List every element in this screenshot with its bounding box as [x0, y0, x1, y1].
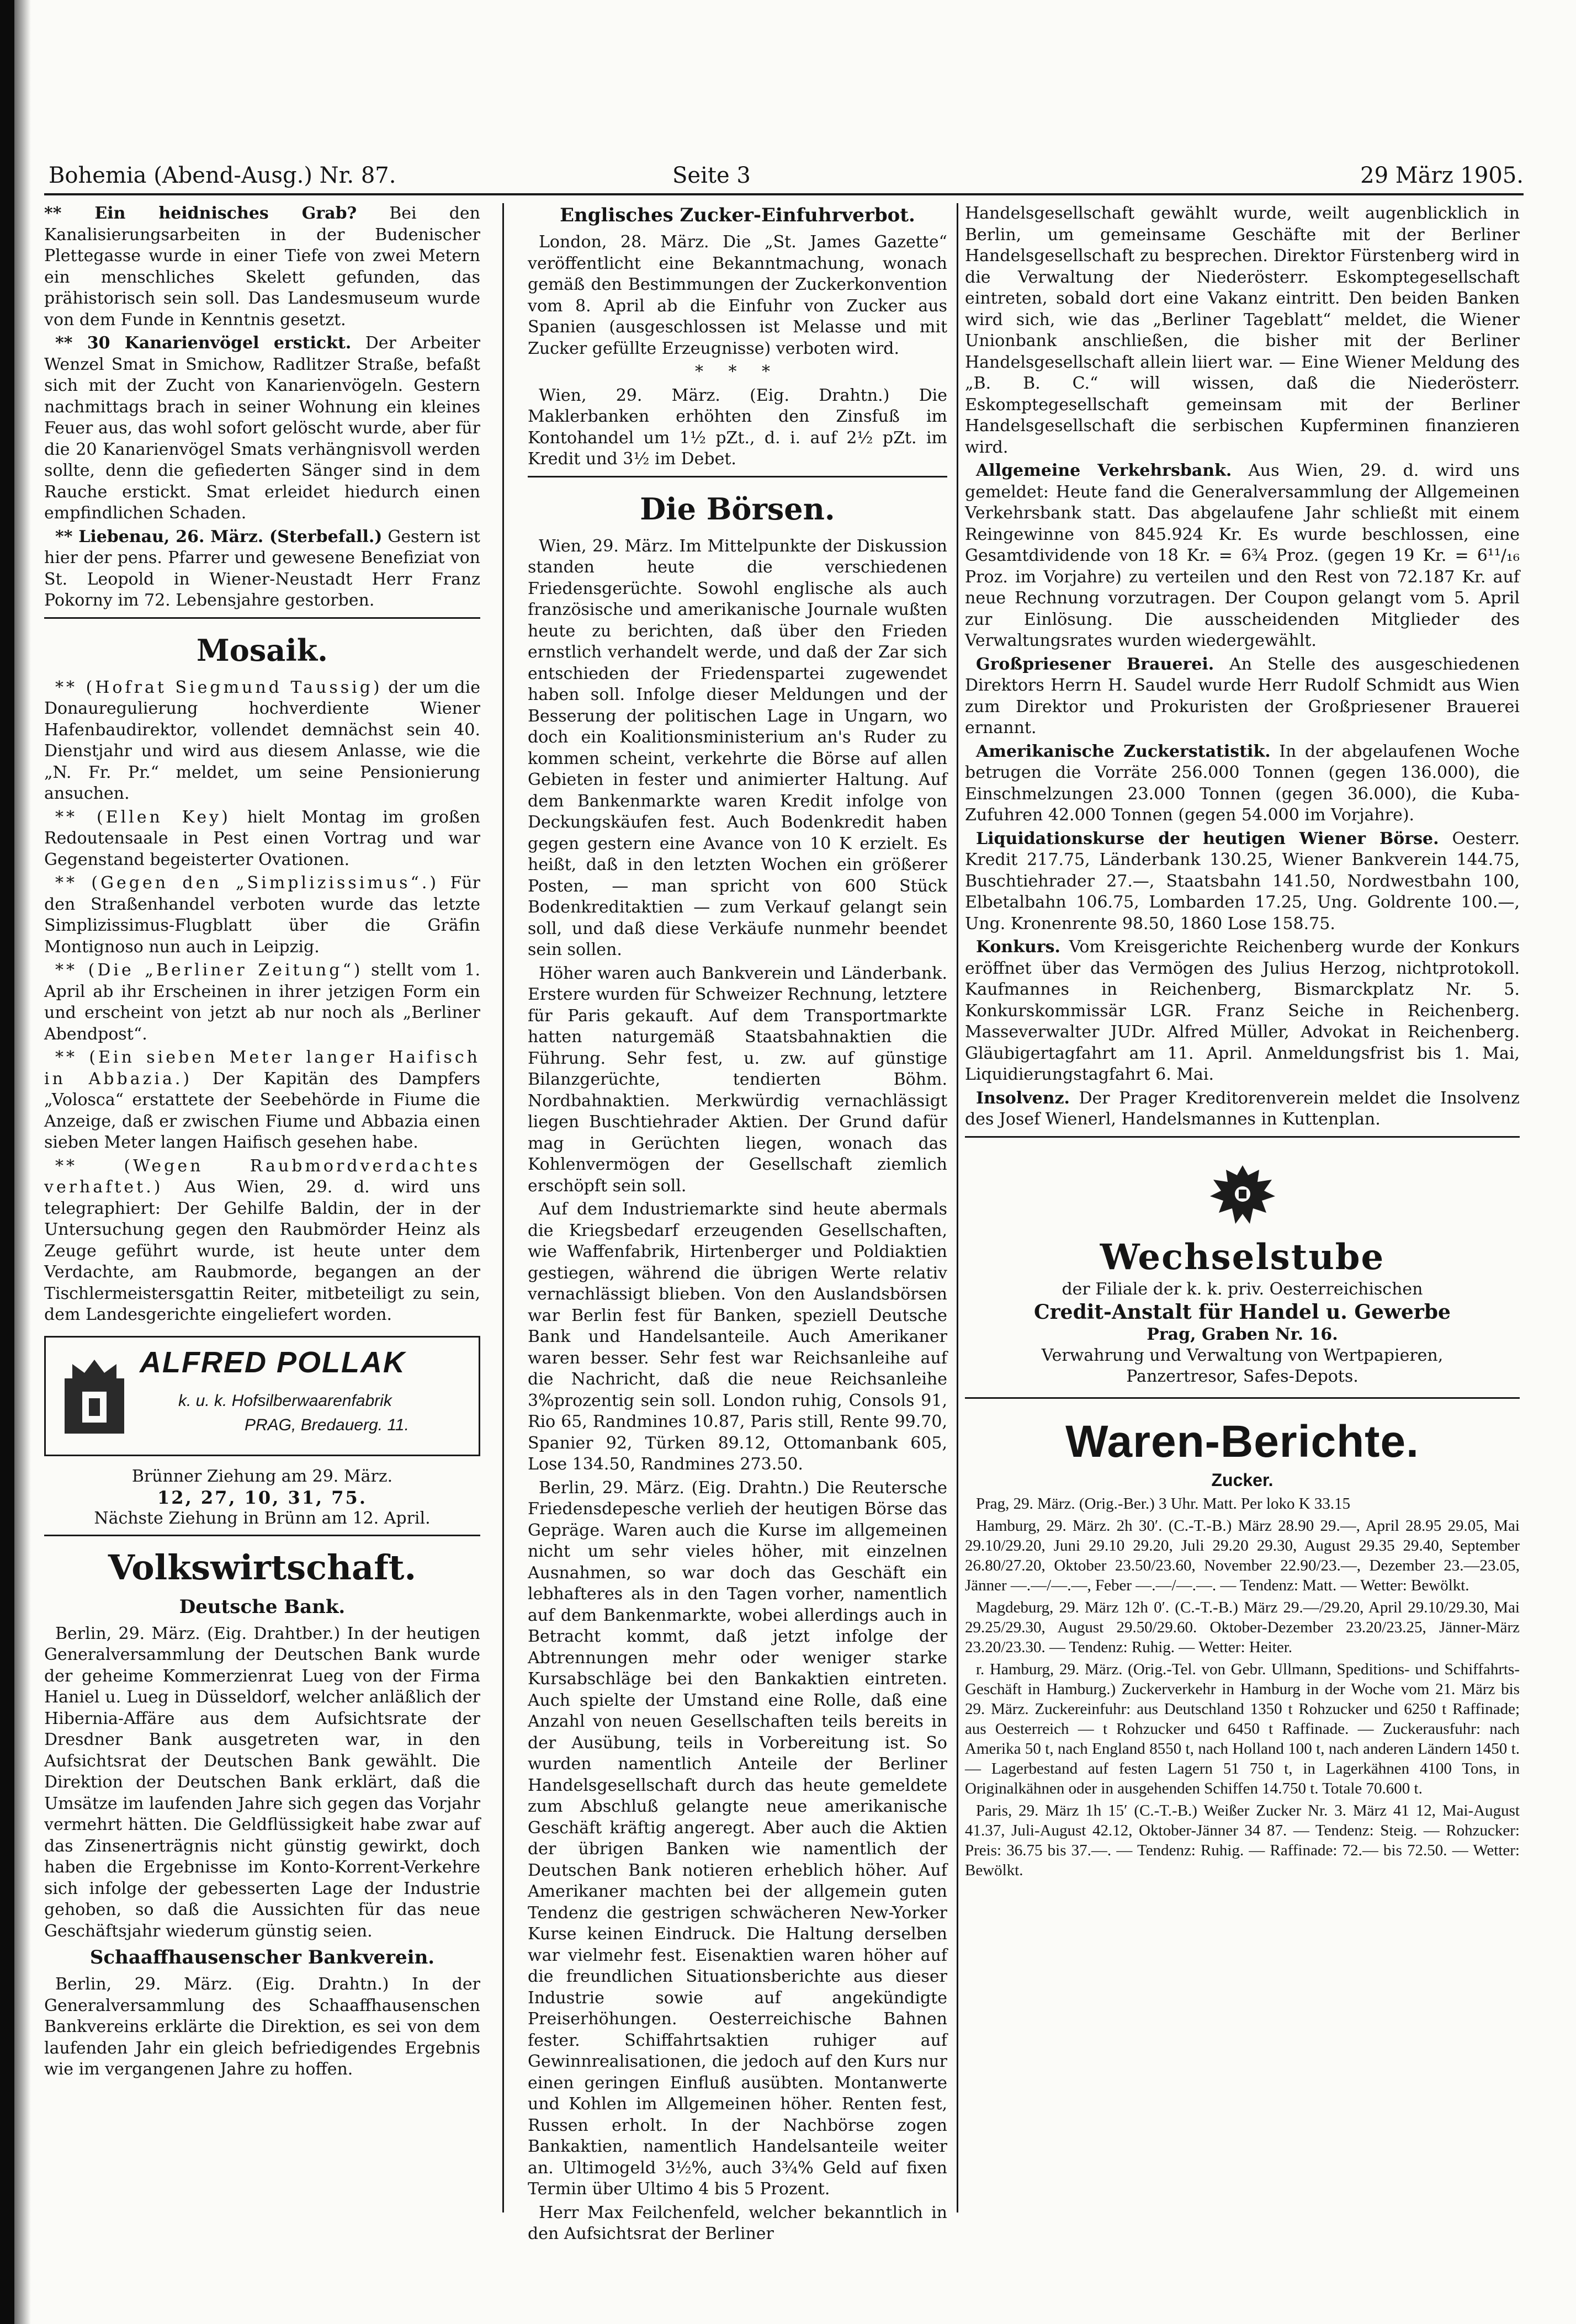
section-divider — [965, 1397, 1520, 1399]
mosaik-kicker: ** (Die „Berliner Zeitung“) — [55, 961, 363, 980]
article-kicker: Insolvenz. — [976, 1088, 1070, 1108]
article-text: Aus Wien, 29. d. wird uns gemeldet: Heute fand die Generalversammlung der Allgemeinen Verkehrsbank statt. Das abgelaufene Jahr schließt mit einem Reingewinne von 845.924 Kr. Es wurde beschlossen, eine Gesamtdividende von 18 Kr. = 6¾ Proz. (gegen 19 Kr. = 6¹¹/₁₆ Proz. im Vorjahre) zu verteilen und den Rest von 72.187 Kr. auf neue Rechnung vorzutragen. Der Coupon gelangt vom 5. April zur Einlösung. Die ausscheidenden Mitglieder des Verwaltungsrates wurden wiedergewählt. — [965, 461, 1520, 650]
article-liquidationskurse — [965, 829, 1520, 935]
page-binding-shadow — [0, 0, 14, 2324]
article-text: Der Prager Kreditorenverein meldet die Insolvenz des Josef Wienerl, Handelsmannes in Kuttenplan. — [965, 1088, 1520, 1129]
running-header — [49, 160, 1524, 191]
article-kicker: Konkurs. — [976, 937, 1060, 957]
page-binding-fade — [14, 0, 31, 2324]
mosaik-item — [44, 807, 480, 871]
mosaik-text: hielt Montag im großen Redoutensaale in Pest einen Vortrag und war Gegenstand begeisterter Ovationen. — [44, 807, 480, 869]
subhead-deutsche-bank: Deutsche Bank. — [179, 1595, 346, 1618]
market-report: Magdeburg, 29. März 12h 0′. (C.-T.-B.) März 29.—/29.20, April 29.10/29.30, Mai 29.25/29.30, August 29.50/29.60. Oktober-Dezember 23.20/23.25, Jänner-März 23.20/23.30. — Tendenz: Ruhig. — Wetter: Heiter. — [965, 1599, 1520, 1656]
article-kicker: Amerikanische Zuckerstatistik. — [976, 741, 1271, 761]
silverware-logo-icon — [60, 1356, 129, 1437]
header-rule — [44, 193, 1524, 195]
ad-company-name: ALFRED POLLAK — [140, 1345, 406, 1379]
article-liebenau — [44, 527, 480, 612]
article-zuckerstatistik — [965, 741, 1520, 826]
ad-wechselstube-line: Panzertresor, Safes-Depots. — [1126, 1366, 1359, 1386]
mosaik-text: der um die Donauregulierung hochverdiente Wiener Hafenbaudirektor, vollendet demnächst sein 40. Dienstjahr und wird aus diesem Anlasse, wie die „N. Fr. Pr.“ meldet, um seine Pensionierung ansuchen. — [44, 677, 480, 803]
mosaik-item — [44, 960, 480, 1045]
mosaik-text: Für den Straßenhandel verboten wurde das letzte Simplizissimus-Flugblatt über die Gräfin Montignoso nun auch in Leipzig. — [44, 873, 480, 957]
market-report: r. Hamburg, 29. März. (Orig.-Tel. von Gebr. Ullmann, Speditions- und Schiffahrts-Geschäft in Hamburg.) Zuckerverkehr in Hamburg in der Woche vom 21. März bis 29. März. Zuckereinfuhr: aus Deutschland 1350 t Rohzucker und 6250 t Raffinade; aus Oesterreich — t Rohzucker und 6450 t Raffinade. — Zuckerausfuhr: nach Amerika 50 t, nach England 8550 t, nach Holland 100 t, nach anderen Ländern 1450 t. — Lagerbestand auf festen Lagern 51 750 t, in Lagerkähnen 4100 Tons, in Originalkähnen oder in ausgehenden Schiffen 14.750 t. Totale 70.600 t. — [965, 1660, 1520, 1797]
lottery-next-draw: Nächste Ziehung in Brünn am 12. April. — [94, 1508, 431, 1528]
article-konkurs — [965, 937, 1520, 1086]
article-text: Vom Kreisgerichte Reichenberg wurde der Konkurs eröffnet über das Vermögen des Julius Herzog, nichtprotokoll. Kaufmannes in Reichenberg, Bismarckplatz Nr. 5. Konkurskommissär LGR. Franz Seiche in Reichenberg. Masseverwalter JUDr. Alfred Müller, Advokat in Reichenberg. Gläubigertagfahrt am 11. April. Anmeldungsfrist bis 1. Mai, Liquidierungstagfahrt 6. Mai. — [965, 937, 1520, 1084]
market-report: Prag, 29. März. (Orig.-Ber.) 3 Uhr. Matt. Per loko K 33.15 — [976, 1495, 1351, 1513]
lottery-line-1: Brünner Ziehung am 29. März. — [131, 1466, 393, 1486]
header-page-number: Seite 3 — [672, 163, 751, 188]
lottery-results — [44, 1466, 480, 1529]
article-boersen-transport: Höher waren auch Bankverein und Länderbank. Erstere wurden für Schweizer Rechnung, letztere für Paris gekauft. Auf dem Transportmarkte hatten naturgemäß Staatsbahnaktien die Führung. Sehr fest, u. zw. auf günstige Bilanzgerüchte, tendierten Böhm. Nordbahnaktien. Merkwürdig vernachlässigt liegen Buschtiehrader Aktien. Der Grund dafür mag in Gerüchten liegen, wonach das Kohlenvermögen der Gesellschaft ziemlich erschöpft sein soll. — [528, 963, 947, 1196]
mosaik-item — [44, 677, 480, 805]
article-boersen-wien: Wien, 29. März. Im Mittelpunkte der Diskussion standen heute die verschiedenen Friedensgerüchte. Sowohl englische als auch französische und amerikanische Journale wußten heute zu berichten, daß über den Frieden ernstlich verhandelt werde, und daß der Zar sich entschieden der Friedenspartei zugewendet haben soll. Infolge dieser Meldungen und der Besserung der politischen Lage in Ungarn, wo doch ein Koalitionsministerium an's Ruder zu kommen scheint, verkehrte die Börse auf allen Gebieten in fester und animierter Haltung. Auf dem Bankenmarkte waren Kredit infolge von Deckungskäufen fest. Auch Bodenkredit haben gegen gestern eine Avance von 10 K erzielt. Es heißt, daß in den letzten Wochen ein größerer Posten, — man spricht von 600 Stück Bodenkreditaktien — zum Verkauf gelangt sein soll, und daß diese Verkäufe nunmehr beendet sein sollen. — [528, 536, 947, 959]
article-text: An Stelle des ausgeschiedenen Direktors Herrn H. Saudel wurde Herr Rudolf Schmidt aus Wien zum Direktor und Prokuristen der Großpriesener Brauerei ernannt. — [965, 654, 1520, 737]
mosaik-text: Der Kapitän des Dampfers „Volosca“ erstattete der Seebehörde in Fiume die Anzeige, daß er zwischen Fiume und Abbazia einen sieben Meter langen Haifisch gesehen habe. — [44, 1069, 480, 1152]
section-title-mosaik: Mosaik. — [197, 632, 328, 668]
subhead-zucker: Zucker. — [1211, 1469, 1273, 1490]
market-report: Hamburg, 29. März. 2h 30′. (C.-T.-B.) März 28.90 29.—, April 28.95 29.05, Mai 29.10/29.20, Juni 29.10 29.20, Juli 29.20 29.30, August 29.35 29.40, September 26.80/27.20, Oktober 23.50/23.60, November 22.90/23.—, Dezember 23.—23.05, Jänner —.—/—.—, Feber —.—/—.—. — Tendenz: Matt. — Wetter: Bewölkt. — [965, 1517, 1520, 1594]
mosaik-kicker: ** (Hofrat Siegmund Taussig) — [55, 677, 383, 697]
article-verkehrsbank — [965, 460, 1520, 652]
article-kicker: ** Ein heidnisches Grab? — [44, 204, 357, 223]
article-text: In der abgelaufenen Woche betrugen die Vorräte 256.000 Tonnen (gegen 136.000), die Einschmelzungen 23.000 Tonnen (gegen 36.000), die Kuba-Zufuhren 42.000 Tonnen (gegen 54.000 im Vorjahre). — [965, 741, 1520, 825]
ad-wechselstube-line: Verwahrung und Verwaltung von Wertpapieren, — [1041, 1345, 1444, 1365]
ad-wechselstube-address: Prag, Graben Nr. 16. — [1147, 1324, 1338, 1344]
article-grab — [44, 203, 480, 331]
lottery-numbers: 12, 27, 10, 31, 75. — [157, 1487, 367, 1508]
article-grosspriesen — [965, 654, 1520, 739]
article-kicker: Allgemeine Verkehrsbank. — [976, 461, 1232, 480]
article-zucker-einfuhrverbot: London, 28. März. Die „St. James Gazette“ veröffentlicht eine Bekanntmachung, wonach gemäß den Bestimmungen der Zuckerkonvention vom 8. April ab die Einfuhr von Zucker aus Spanien (ausgeschlossen ist Melasse und mit Zucker gefüllte Erzeugnisse) verboten wird. — [528, 232, 947, 358]
asterism-divider: * * * — [694, 362, 781, 381]
header-date: 29 März 1905. — [1360, 163, 1524, 188]
subhead-schaaffhausen: Schaaffhausenscher Bankverein. — [89, 1946, 435, 1968]
ad-wechselstube-title: Wechselstube — [1100, 1236, 1385, 1278]
article-text: Oesterr. Kredit 217.75, Länderbank 130.25, Wiener Bankverein 144.75, Buschtiehrader 27.—, Staatsbahn 141.50, Nordwestbahn 100, Elbetalbahn 106.75, Lombarden 17.25, Ung. Goldrente 100.—, Ung. Kronenrente 98.50, 1860 Lose 158.75. — [965, 829, 1520, 933]
header-publication: Bohemia (Abend-Ausg.) Nr. 87. — [49, 163, 396, 188]
article-text: Bei den Kanalisierungsarbeiten in der Budenischer Plettegasse wurde in einer Tiefe von zwei Metern ein menschliches Skelett gefunden, das prähistorisch sein soll. Das Landesmuseum wurde von dem Funde in Kenntnis gesetzt. — [44, 204, 480, 330]
mosaik-item — [44, 1047, 480, 1154]
article-schaaffhausen: Berlin, 29. März. (Eig. Drahtn.) In der Generalversammlung des Schaaffhausenschen Bankvereins erklärte die Direktion, es sei von dem laufenden Jahr ein gleich befriedigendes Ergebnis wie im vergangenen Jahre zu hoffen. — [44, 1975, 480, 2079]
article-insolvenz — [965, 1088, 1520, 1131]
article-deutsche-bank: Berlin, 29. März. (Eig. Drahtber.) In der heutigen Generalversammlung der Deutschen Bank wurde der geheime Kommerzienrat Lueg von der Firma Haniel u. Lueg in Düsseldorf, welcher anläßlich der Hibernia-Affäre aus dem Aufsichtsrate der Dresdner Bank ausgetreten war, in den Aufsichtsrat der Deutschen Bank gewählt. Die Direktion der Deutschen Bank erklärt, daß die Umsätze im laufenden Jahre sich gegen das Vorjahr vermehrt hätten. Die Geldflüssigkeit habe zwar auf das Zinsenerträgnis nicht günstig gewirkt, doch haben die Ergebnisse im Konto-Korrent-Verkehre sich infolge der gebesserten Lage der Industrie gehoben, so daß die Aussichten für das neue Geschäftsjahr wiederum günstig seien. — [44, 1623, 480, 1941]
article-kicker: ** Liebenau, 26. März. (Sterbefall.) — [55, 527, 383, 546]
section-divider — [44, 617, 480, 619]
section-divider — [965, 1136, 1520, 1138]
advertisement-pollak — [44, 1336, 480, 1456]
article-kicker: Liquidationskurse der heutigen Wiener Börse. — [976, 829, 1439, 848]
column-rule-2 — [957, 203, 958, 2212]
ad-wechselstube-line: der Filiale der k. k. priv. Oesterreichischen — [1062, 1279, 1423, 1299]
article-handelsgesellschaft-cont: Handelsgesellschaft gewählt wurde, weilt augenblicklich in Berlin, um gemeinsame Geschäfte mit der Berliner Handelsgesellschaft zu besprechen. Direktor Fürstenberg wird in die Verwaltung der Niederösterr. Eskomptegesellschaft eintreten, sobald dort eine Vakanz eintritt. Den beiden Banken wird sich, wie das „Berliner Tageblatt“ meldet, die Wiener Unionbank anschließen, die bisher mit der Berliner Handelsgesellschaft allein liiert war. — Eine Wiener Meldung des „B. B. C.“ will wissen, daß die Niederösterr. Eskomptegesellschaft gemeinsam mit der Berliner Handelsgesellschaft die serbischen Kupferminen finanzieren wird. — [965, 204, 1520, 457]
section-title-waren-berichte: Waren-Berichte. — [1065, 1416, 1419, 1467]
double-eagle-emblem-icon — [1207, 1160, 1278, 1228]
column-2 — [528, 203, 947, 2243]
ad-company-address: PRAG, Bredauerg. 11. — [245, 1415, 409, 1434]
mosaik-kicker: ** (Ein sieben Meter langer Haifisch in Abbazia.) — [44, 1048, 480, 1089]
article-text: Gestern ist hier der pens. Pfarrer und gewesene Benefiziat von St. Leopold in Wiener-Neustadt Herr Franz Pokorny im 72. Lebensjahre gestorben. — [44, 527, 480, 610]
column-rule-1 — [502, 203, 504, 2212]
article-boersen-berlin: Berlin, 29. März. (Eig. Drahtn.) Die Reutersche Friedensdepesche verlieh der heutigen Börse das Gepräge. Waren auch die Kurse im allgemeinen nicht um sehr vieles höher, mit einzelnen Ausnahmen, so war doch das Geschäft ein lebhafteres als in den Tagen vorher, namentlich auf dem Bankenmarkte, wobei allerdings auch in Betracht kommt, daß jetzt infolge der Abtrennungen mehr oder weniger starke Kursabschläge bei den Bankaktien eintreten. Auch spielte der Umstand eine Rolle, daß eine Anzahl von neuen Gesellschaften teils bereits in der Ausübung, teils in Vorbereitung ist. So wurden namentlich Anteile der Berliner Handelsgesellschaft durch das heute gemeldete zum Abschluß gelangte neue amerikanische Geschäft kräftig angeregt. Aber auch die Aktien der übrigen Banken wie namentlich der Deutschen Bank notieren erheblich höher. Auf Amerikaner machten bei der allgemein guten Tendenz die gestrigen schwächeren New-Yorker Kurse keinen Eindruck. Die Haltung derselben war vielmehr fest. Eisenaktien waren höher auf die freundlichen Situationsberichte aus dieser Industrie sowie auf angekündigte Preiserhöhungen. Oesterreichische Bahnen fester. Schiffahrtsaktien ruhiger auf Gewinnrealisationen, die jedoch auf den Kurs nur einen geringen Einfluß ausübten. Montanwerte und Kohlen im Allgemeinen höher. Renten fest, Russen erholt. In der Nachbörse zogen Bankaktien, namentlich Handelsanteile weiter an. Ultimogeld 3½%, auch 3¾% Geld auf fixen Termin über Ultimo 4 bis 5 Prozent. — [528, 1478, 947, 2199]
subhead-zucker-einfuhrverbot: Englisches Zucker-Einfuhrverbot. — [560, 204, 915, 226]
article-boersen-industrie: Auf dem Industriemarkte sind heute abermals die Kriegsbedarf erzeugenden Gesellschaften, wie Waffenfabrik, Hirtenberger und Poldiaktien gestiegen, während die übrigen Werte relativ vernachlässigt blieben. Von den Auslandsbörsen war Berlin fest für Banken, speziell Deutsche Bank und Handelsanteile. Auch Amerikaner waren besser. Sehr fest war Reichsanleihe auf die Nachricht, daß die neue Reichsanleihe 3%prozentig sein soll. London ruhig, Consols 91, Rio 65, Randmines 10.87, Paris still, Rente 99.70, Spanier 92, Türken 89.12, Ottomanbank 605, Lose 134.50, Randmines 273.50. — [528, 1200, 947, 1474]
article-feilchenfeld: Herr Max Feilchenfeld, welcher bekanntlich in den Aufsichtsrat der Berliner — [528, 2203, 947, 2243]
article-text: Der Arbeiter Wenzel Smat in Smichow, Radlitzer Straße, befaßt sich mit der Zucht von Kanarienvögeln. Gestern nachmittags brach in seiner Wohnung ein kleines Feuer aus, das wohl sofort gelöscht wurde, aber für die 20 Kanarienvögel Smats verhängnisvoll werden sollte, denn die gefiederten Sänger sind in dem Rauche erstickt. Smat erleidet hiedurch einen empfindlichen Schaden. — [44, 333, 480, 523]
mosaik-kicker: ** (Ellen Key) — [55, 807, 231, 827]
mosaik-text: stellt vom 1. April ab ihr Erscheinen in ihrer jetzigen Form ein und erscheint von jetzt ab nur noch als „Berliner Abendpost“. — [44, 961, 480, 1044]
section-divider — [44, 1535, 480, 1536]
market-reports — [965, 1494, 1520, 1880]
article-maklerbanken: Wien, 29. März. (Eig. Drahtn.) Die Maklerbanken erhöhten den Zinsfuß im Kontohandel um 1½ pZt., d. i. auf 2½ pZt. im Kredit und 3½ im Debet. — [528, 385, 947, 469]
ad-wechselstube-bank: Credit-Anstalt für Handel u. Gewerbe — [1034, 1300, 1451, 1324]
article-kicker: Großpriesener Brauerei. — [976, 654, 1214, 674]
mosaik-kicker: ** (Gegen den „Simplizissimus“.) — [55, 873, 439, 893]
mosaik-item — [44, 873, 480, 958]
section-title-boersen: Die Börsen. — [640, 491, 835, 527]
mosaik-text: Aus Wien, 29. d. wird uns telegraphiert: Der Gehilfe Baldin, der in der Untersuchung gegen den Raubmörder Heinz als Zeuge geführt wurde, ist heute unter dem Verdachte, am Raubmorde, begangen an der Tischlermeistersgattin Reiter, mitbeteiligt zu sein, dem Landesgerichte eingeliefert worden. — [44, 1177, 480, 1324]
market-report: Paris, 29. März 1h 15′ (C.-T.-B.) Weißer Zucker Nr. 3. März 41 12, Mai-August 41.37, Juli-August 42.12, Oktober-Jänner 34 87. — Tendenz: Steig. — Rohzucker: Preis: 36.75 bis 37.—. — Tendenz: Ruhig. — Raffinade: 72.— bis 72.50. — Wetter: Bewölkt. — [965, 1802, 1520, 1879]
column-1 — [44, 203, 480, 2218]
section-title-volkswirtschaft: Volkswirtschaft. — [108, 1547, 417, 1588]
column-3 — [965, 203, 1520, 2218]
mosaik-kicker: ** (Wegen Raubmordverdachtes verhaftet.) — [44, 1156, 480, 1197]
article-kicker: ** 30 Kanarienvögel erstickt. — [55, 333, 352, 353]
section-divider — [528, 476, 947, 477]
ad-company-description: k. u. k. Hofsilberwaarenfabrik — [178, 1391, 392, 1410]
mosaik-item — [44, 1156, 480, 1326]
article-kanarien — [44, 333, 480, 524]
